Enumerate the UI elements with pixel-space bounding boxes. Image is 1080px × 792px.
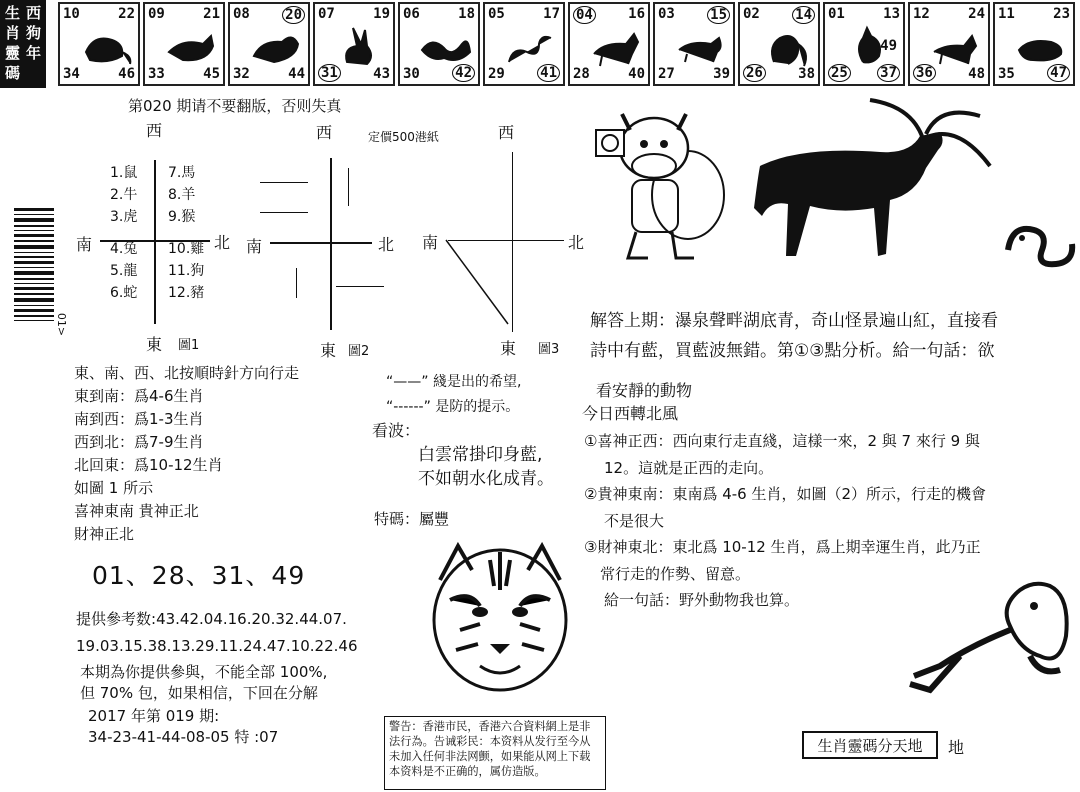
rule-item: 西到北：爲7-9生肖: [74, 433, 204, 451]
zodiac-number: 23: [1053, 6, 1070, 22]
zodiac-number: 12: [913, 6, 930, 22]
poem-line-2: 不如朝水化成青。: [418, 469, 554, 489]
last-result-line: 34-23-41-44-08-05 特 :07: [88, 728, 279, 746]
diagram1-west: 西: [146, 121, 163, 140]
zodiac-number: 40: [628, 66, 645, 82]
answer-block: [590, 306, 998, 366]
zodiac-number: 41: [537, 64, 560, 82]
zodiac-cell: [58, 2, 140, 86]
zodiac-number: 07: [318, 6, 335, 22]
answer-line-4: 今日西轉北風: [582, 404, 679, 423]
tiger-head-icon: [420, 540, 580, 700]
zodiac-number: 08: [233, 6, 250, 22]
analysis-point-1: ①喜神正西：西向東行走直綫，這樣一來，2 與 7 來行 9 與: [584, 432, 980, 450]
zodiac-number: 01: [828, 6, 845, 22]
gods-line: 喜神東南 貴神正北: [74, 502, 199, 520]
diagram3-south: 南: [422, 233, 439, 252]
zodiac-number: 04: [573, 6, 596, 24]
answer-line-2: 詩中有藍，買藍波無錯。第①③點分析。給一句話：欲: [590, 341, 995, 361]
diagram-3: [420, 118, 600, 358]
zodiac-number: 29: [488, 66, 505, 82]
answer-line-3: 看安靜的動物: [596, 381, 693, 400]
snake-icon: [1002, 214, 1078, 274]
zodiac-number: 09: [148, 6, 165, 22]
diagram2-north: 北: [378, 235, 395, 254]
cow-mascot-icon: [592, 100, 732, 270]
zodiac-number: 02: [743, 6, 760, 22]
ref-label: 提供參考数:: [76, 610, 157, 628]
zodiac-number: 18: [458, 6, 475, 22]
diagram1-north: 北: [214, 233, 231, 252]
zodiac-cell: [908, 2, 990, 86]
dragon-icon: [418, 22, 472, 70]
zodiac-number: 39: [713, 66, 730, 82]
last-result: [88, 706, 278, 748]
last-result-title: 2017 年第 019 期:: [88, 707, 220, 725]
zodiac-number: 47: [1047, 64, 1070, 82]
answer-line-1: 解答上期：瀑泉聲畔湖底青，奇山怪景遍山紅，直接看: [590, 311, 998, 331]
reference-numbers: [76, 606, 358, 660]
zodiac-cell: [483, 2, 565, 86]
title-stamp: 生肖靈碼分天地: [802, 731, 938, 759]
diagram2-caption: 圖2: [348, 344, 370, 359]
pig-icon: [1013, 22, 1067, 70]
tiger-icon: [248, 22, 302, 70]
diagram2-east: 東: [320, 341, 337, 360]
ref-line-2: 19.03.15.38.13.29.11.24.47.10.22.46: [76, 637, 358, 655]
zodiac-cell: [993, 2, 1075, 86]
zodiac-number: 03: [658, 6, 675, 22]
diagram3-north: 北: [568, 233, 585, 252]
zodiac-number: 35: [998, 66, 1015, 82]
zodiac-number: 26: [743, 64, 766, 82]
zodiac-number: 42: [452, 64, 475, 82]
zodiac-cell: [568, 2, 650, 86]
rule-item: 南到西：爲1-3生肖: [74, 410, 204, 428]
zodiac-number: 22: [118, 6, 135, 22]
price-label: 定價500港紙: [368, 130, 439, 144]
rules-heading: 東、南、西、北按順時針方向行走: [74, 364, 300, 382]
issue-line: 第020 期请不要翻版，否则失真: [128, 97, 342, 115]
zodiac-number: 19: [373, 6, 390, 22]
zodiac-number: 38: [798, 66, 815, 82]
rules-block: [74, 362, 299, 546]
diagram3-caption: 圖3: [538, 342, 560, 357]
main-numbers: 01、28、31、49: [92, 561, 306, 590]
zodiac-number: 21: [203, 6, 220, 22]
zodiac-number: 15: [707, 6, 730, 24]
rule-item: 東到南：爲4-6生肖: [74, 387, 204, 405]
zodiac-number: 46: [118, 66, 135, 82]
zodiac-number: 27: [658, 66, 675, 82]
zodiac-number: 25: [828, 64, 851, 82]
zodiac-strip: [0, 0, 1080, 90]
promise-block: 本期為你提供參與，不能全部 100%, 但 70% 包，如果相信，下回在分解: [80, 663, 328, 702]
zodiac-cell: [143, 2, 225, 86]
zodiac-number: 44: [288, 66, 305, 82]
zodiac-number: 34: [63, 66, 80, 82]
zodiac-number: 36: [913, 64, 936, 82]
diagram3-west: 西: [498, 123, 515, 142]
diagram1-right-list: 7.馬 8.羊 9.猴 10.雞 11.狗 12.豬: [168, 165, 205, 301]
diagram-2: [240, 118, 410, 358]
zodiac-number: 20: [282, 6, 305, 24]
diagram3-east: 東: [500, 339, 517, 358]
analysis-summary: 給一句話：野外動物我也算。: [604, 591, 800, 609]
snake-icon: [503, 22, 557, 70]
wealth-line: 財神正北: [74, 525, 135, 543]
zodiac-number: 10: [63, 6, 80, 22]
zodiac-number: 28: [573, 66, 590, 82]
legend-solid: “——” 綫是出的希望,: [386, 374, 522, 390]
zodiac-number: 49: [880, 38, 897, 54]
diagram2-west: 西: [316, 123, 333, 142]
horse-icon: [588, 22, 642, 70]
zodiac-number: 14: [792, 6, 815, 24]
poem-line-1: 白雲常掛印身藍,: [418, 445, 543, 465]
zodiac-cell: [228, 2, 310, 86]
warning-notice: 警告：香港市民，香港六合資料網上是非法行為。告诫彩民：本资料从发行至今从未加入任何非法网颤，如果能从网上下载本资料是不正确的，属仿造版。: [384, 716, 606, 790]
special-code: 特碼：屬豐: [374, 510, 450, 528]
analysis-point-3: ③財神東北：東北爲 10-12 生肖，爲上期幸運生肖，此乃正: [584, 538, 981, 556]
zodiac-number: 05: [488, 6, 505, 22]
ref-line-1: 43.42.04.16.20.32.44.07.: [156, 610, 347, 628]
diagram1-east: 東: [146, 335, 163, 354]
legend-dashed: “------” 是防的提示。: [386, 399, 520, 415]
goat-icon: [673, 22, 727, 70]
analysis-block: ①喜神正西：西向東行走直綫，這樣一來，2 與 7 來行 9 與 12。這就是正西的走向。 ②貴神東南：東南爲 4-6 生肖，如圖（2）所示，行走的機會 不是很大 ③財神東北：東北爲 10-12 生肖，爲上期幸運生肖，此乃正 常行走的作勢、留意。 給一句話：野外動物我也算。: [584, 428, 986, 614]
zodiac-cell: [313, 2, 395, 86]
monkey-icon: [758, 22, 812, 70]
diagram1-left-list: 1.鼠 2.牛 3.虎 4.兔 5.龍 6.蛇: [110, 165, 138, 301]
zodiac-number: 45: [203, 66, 220, 82]
diagram1-caption: 圖1: [178, 338, 200, 353]
ox-icon: [163, 22, 217, 70]
analysis-point-2: ②貴神東南：東南爲 4-6 生肖，如圖（2）所示，行走的機會: [584, 485, 987, 503]
zodiac-number: 33: [148, 66, 165, 82]
barcode-text: 01>: [55, 312, 69, 337]
barcode: [10, 200, 69, 350]
rooster-icon: [843, 22, 897, 70]
rule-item: 北回東：爲10-12生肖: [74, 456, 223, 474]
diagram-1: [70, 112, 250, 352]
zodiac-number: 06: [403, 6, 420, 22]
zodiac-number: 24: [968, 6, 985, 22]
zodiac-cell: [738, 2, 820, 86]
zodiac-number: 43: [373, 66, 390, 82]
diagram1-south: 南: [76, 235, 93, 254]
zodiac-number: 37: [877, 64, 900, 82]
rat-icon: [78, 22, 132, 70]
zodiac-number: 13: [883, 6, 900, 22]
stamp-tail: 地: [948, 738, 965, 757]
zodiac-number: 16: [628, 6, 645, 22]
zodiac-cell: [823, 2, 905, 86]
zodiac-cell: [653, 2, 735, 86]
poem-label: 看波：: [372, 421, 421, 440]
zodiac-cell: [398, 2, 480, 86]
zodiac-number: 11: [998, 6, 1015, 22]
diagram2-south: 南: [246, 237, 263, 256]
zodiac-number: 30: [403, 66, 420, 82]
side-label: 生 西 肖 狗 靈 年 碼: [0, 0, 46, 88]
zodiac-number: 17: [543, 6, 560, 22]
figure-note: 如圖 1 所示: [74, 479, 154, 497]
zodiac-number: 48: [968, 66, 985, 82]
deer-icon: [740, 96, 1000, 266]
zodiac-number: 31: [318, 64, 341, 82]
zodiac-number: 32: [233, 66, 250, 82]
line-legend: [386, 370, 521, 420]
rabbit-icon: [333, 22, 387, 70]
dog-icon: [928, 22, 982, 70]
